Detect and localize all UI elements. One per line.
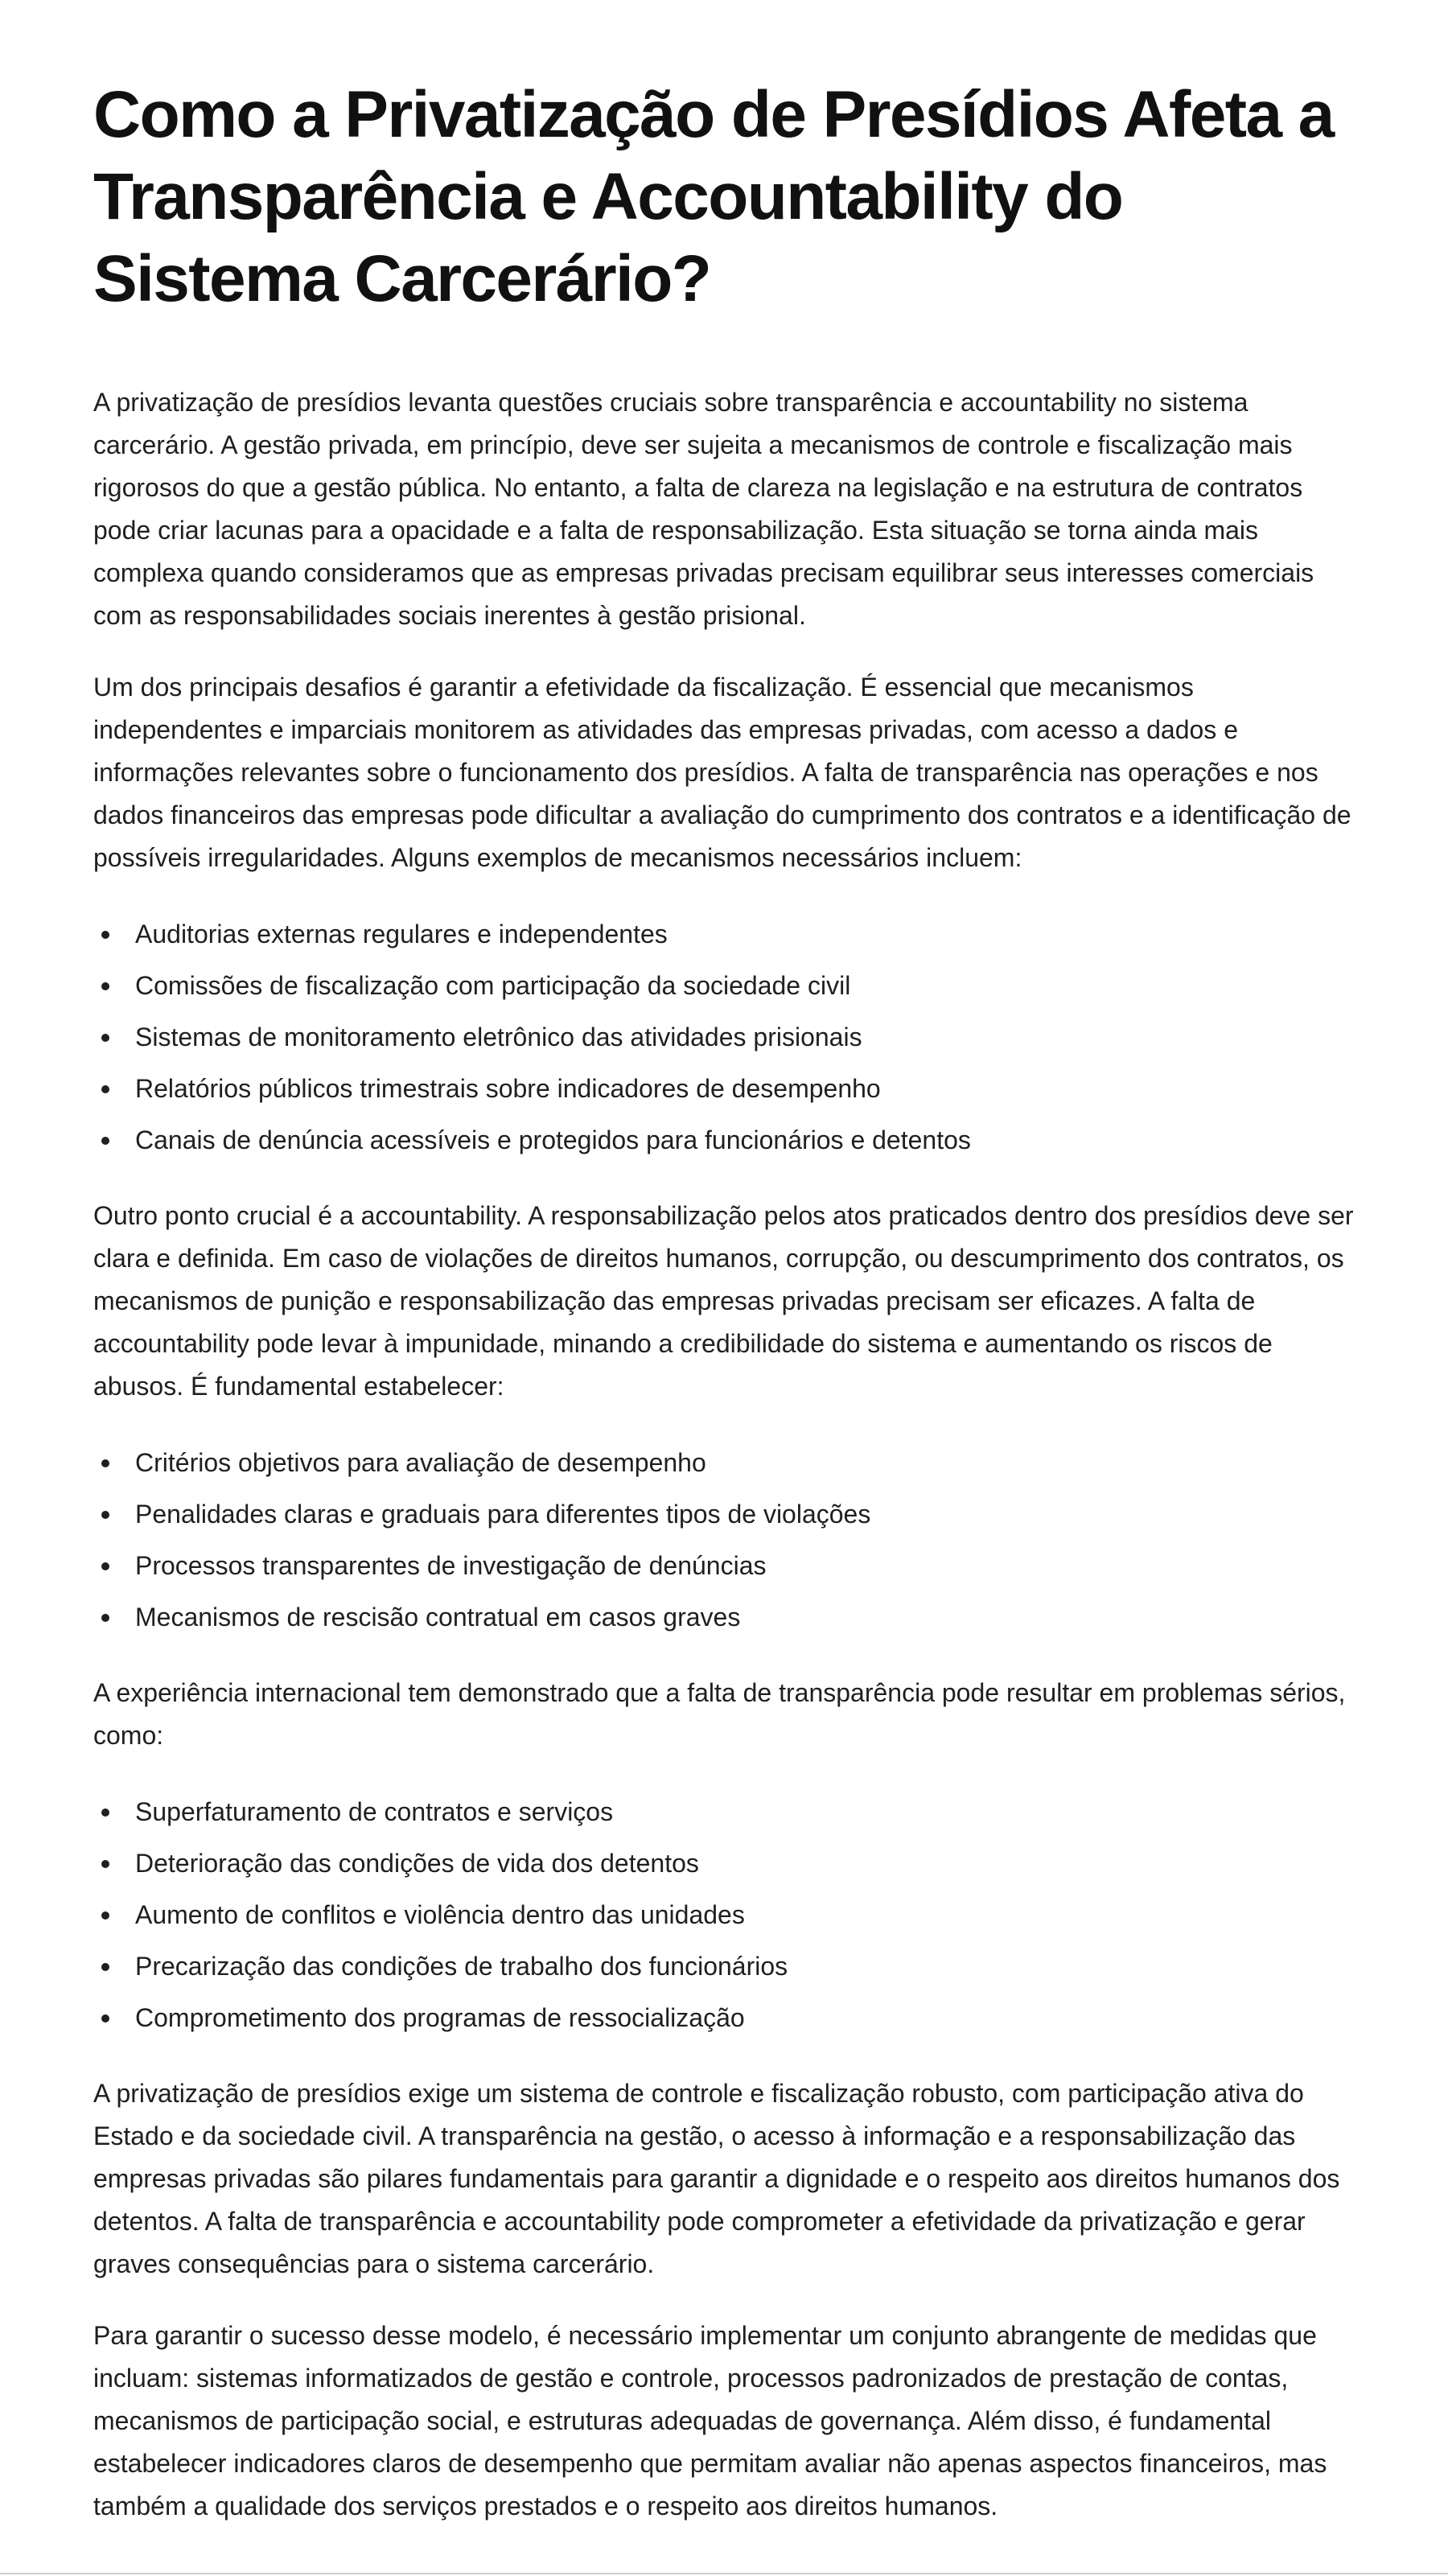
article-title: Como a Privatização de Presídios Afeta a Transparência e Accountability do Sistema Carcerário? (93, 78, 1334, 315)
list-item: Precarização das condições de trabalho dos funcionários (93, 1940, 1355, 1992)
article (93, 0, 1355, 2528)
list-item: Relatórios públicos trimestrais sobre indicadores de desempenho (93, 1063, 1355, 1114)
list-item: Processos transparentes de investigação de denúncias (93, 1540, 1355, 1591)
list-item: Critérios objetivos para avaliação de desempenho (93, 1437, 1355, 1488)
list-item: Superfaturamento de contratos e serviços (93, 1786, 1355, 1837)
list-item: Deterioração das condições de vida dos detentos (93, 1837, 1355, 1889)
paragraph-conclusao: Para garantir o sucesso desse modelo, é necessário implementar um conjunto abrangente de medidas que incluam: sistemas informatizados de gestão e controle, processos padronizados de prestação de contas, mecanismos de participação social, e estruturas adequadas de governança. Além disso, é fundamental estabelecer indicadores claros de desempenho que permitam avaliar não apenas aspectos financeiros, mas também a qualidade dos serviços prestados e o respeito aos direitos humanos. (93, 2321, 1327, 2520)
paragraph-accountability: Outro ponto crucial é a accountability. A responsabilização pelos atos praticados dentro dos presídios deve ser clara e definida. Em caso de violações de direitos humanos, corrupção, ou descumprimento dos contratos, os mecanismos de punição e responsabilização das empresas privadas precisam ser eficazes. A falta de accountability pode levar à impunidade, minando a credibilidade do sistema e aumentando os riscos de abusos. É fundamental estabelecer: (93, 1201, 1354, 1401)
list-item: Auditorias externas regulares e independentes (93, 908, 1355, 960)
paragraph-controle: A privatização de presídios exige um sistema de controle e fiscalização robusto, com participação ativa do Estado e da sociedade civil. A transparência na gestão, o acesso à informação e a responsabilização das empresas privadas são pilares fundamentais para garantir a dignidade e o respeito aos direitos humanos dos detentos. A falta de transparência e accountability pode comprometer a efetividade da privatização e gerar graves consequências para o sistema carcerário. (93, 2079, 1340, 2278)
list-problemas (93, 1786, 1355, 2043)
list-criterios (93, 1437, 1355, 1643)
list-item: Canais de denúncia acessíveis e protegidos para funcionários e detentos (93, 1114, 1355, 1166)
paragraph-fiscalizacao: Um dos principais desafios é garantir a efetividade da fiscalização. É essencial que mecanismos independentes e imparciais monitorem as atividades das empresas privadas, com acesso a dados e informações relevantes sobre o funcionamento dos presídios. A falta de transparência nas operações e nos dados financeiros das empresas pode dificultar a avaliação do cumprimento dos contratos e a identificação de possíveis irregularidades. Alguns exemplos de mecanismos necessários incluem: (93, 673, 1351, 872)
list-mecanismos (93, 908, 1355, 1166)
list-item: Sistemas de monitoramento eletrônico das atividades prisionais (93, 1011, 1355, 1063)
paragraph-intro: A privatização de presídios levanta questões cruciais sobre transparência e accountability no sistema carcerário. A gestão privada, em princípio, deve ser sujeita a mecanismos de controle e fiscalização mais rigorosos do que a gestão pública. No entanto, a falta de clareza na legislação e na estrutura de contratos pode criar lacunas para a opacidade e a falta de responsabilização. Esta situação se torna ainda mais complexa quando consideramos que as empresas privadas precisam equilibrar seus interesses comerciais com as responsabilidades sociais inerentes à gestão prisional. (93, 388, 1314, 630)
paragraph-experiencia: A experiência internacional tem demonstrado que a falta de transparência pode resultar em problemas sérios, como: (93, 1678, 1346, 1750)
list-item: Comissões de fiscalização com participação da sociedade civil (93, 960, 1355, 1011)
list-item: Aumento de conflitos e violência dentro das unidades (93, 1889, 1355, 1940)
list-item: Penalidades claras e graduais para diferentes tipos de violações (93, 1488, 1355, 1540)
list-item: Comprometimento dos programas de ressocialização (93, 1992, 1355, 2043)
list-item: Mecanismos de rescisão contratual em casos graves (93, 1591, 1355, 1643)
bottom-divider (0, 2573, 1448, 2574)
